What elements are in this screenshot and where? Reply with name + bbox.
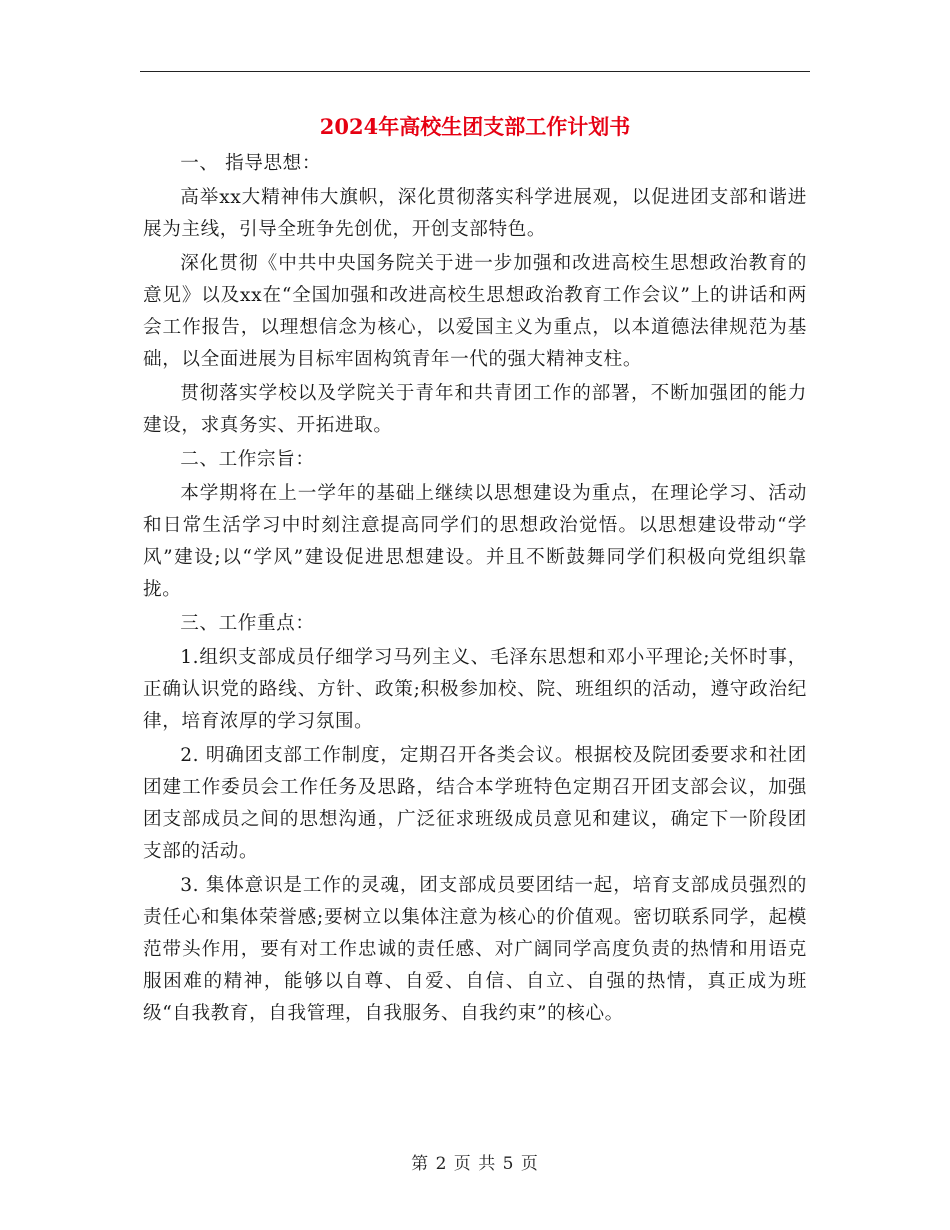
body-paragraph: 本学期将在上一学年的基础上继续以思想建设为重点，在理论学习、活动和日常生活学习中时刻注意提高同学们的思想政治觉悟。以思想建设带动“学风”建设;以“学风”建设促进思想建设。并且不断鼓舞同学们积极向党组织靠拢。 xyxy=(143,483,807,600)
body-paragraph: 深化贯彻《中共中央国务院关于进一步加强和改进高校生思想政治教育的意见》以及xx在“全国加强和改进高校生思想政治教育工作会议”上的讲话和两会工作报告，以理想信念为核心，以爱国主义为重点，以本道德法律规范为基础，以全面进展为目标牢固构筑青年一代的强大精神支柱。 xyxy=(143,253,807,370)
section-heading-guiding-thought: 一、 指导思想： xyxy=(180,153,322,174)
section-heading-work-purpose: 二、工作宗旨： xyxy=(180,449,315,470)
body-paragraph: 贯彻落实学校以及学院关于青年和共青团工作的部署，不断加强团的能力建设，求真务实、开拓进取。 xyxy=(143,383,807,436)
list-item: 3. 集体意识是工作的灵魂，团支部成员要团结一起，培育支部成员强烈的责任心和集体荣誉感;要树立以集体注意为核心的价值观。密切联系同学，起模范带头作用，要有对工作忠诚的责任感、对广阔同学高度负责的热情和用语克服困难的精神，能够以自尊、自爱、自信、自立、自强的热情，真正成为班级“自我教育，自我管理，自我服务、自我约束”的核心。 xyxy=(143,875,807,1024)
section-heading-work-focus: 三、工作重点： xyxy=(180,613,315,634)
document-title: 2024年高校生团支部工作计划书 xyxy=(319,114,631,139)
document-body xyxy=(143,148,807,1032)
list-item: 1.组织支部成员仔细学习马列主义、毛泽东思想和邓小平理论;关怀时事，正确认识党的路线、方针、政策;积极参加校、院、班组织的活动，遵守政治纪律，培育浓厚的学习氛围。 xyxy=(143,647,807,732)
body-paragraph: 高举xx大精神伟大旗帜，深化贯彻落实科学进展观，以促进团支部和谐进展为主线，引导全班争先创优，开创支部特色。 xyxy=(143,187,807,240)
list-item: 2. 明确团支部工作制度，定期召开各类会议。根据校及院团委要求和社团团建工作委员会工作任务及思路，结合本学班特色定期召开团支部会议，加强团支部成员之间的思想沟通，广泛征求班级成员意见和建议，确定下一阶段团支部的活动。 xyxy=(143,745,807,862)
header-rule xyxy=(140,71,810,72)
page-number: 第 2 页 共 5 页 xyxy=(411,1154,539,1174)
